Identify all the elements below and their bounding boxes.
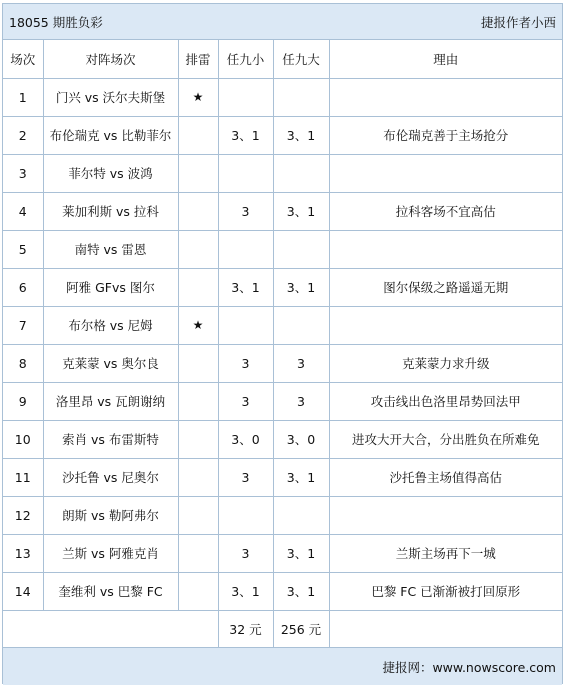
mine-mark: ★ <box>178 78 218 116</box>
match-no: 5 <box>3 230 43 268</box>
pick-big <box>273 306 329 344</box>
pick-big: 3 <box>273 344 329 382</box>
pick-small <box>218 78 273 116</box>
mine-mark: ★ <box>178 306 218 344</box>
pick-big <box>273 230 329 268</box>
total-big: 256 元 <box>273 610 329 647</box>
reason-text <box>329 78 562 116</box>
reason-text: 巴黎 FC 已渐渐被打回原形 <box>329 572 562 610</box>
pick-small: 3 <box>218 382 273 420</box>
reason-text: 图尔保级之路遥遥无期 <box>329 268 562 306</box>
totals-spacer <box>3 610 218 647</box>
pick-big: 3、0 <box>273 420 329 458</box>
reason-text: 布伦瑞克善于主场抢分 <box>329 116 562 154</box>
mine-mark <box>178 154 218 192</box>
totals-blank <box>329 610 562 647</box>
mine-mark <box>178 572 218 610</box>
total-small: 32 元 <box>218 610 273 647</box>
table-row <box>3 78 562 116</box>
match-name: 南特 vs 雷恩 <box>43 230 178 268</box>
match-name: 莱加利斯 vs 拉科 <box>43 192 178 230</box>
table-row <box>3 496 562 534</box>
col-header-small: 任九小 <box>218 40 273 78</box>
reason-text <box>329 230 562 268</box>
pick-small: 3 <box>218 534 273 572</box>
match-name: 奎维利 vs 巴黎 FC <box>43 572 178 610</box>
mine-mark <box>178 382 218 420</box>
reason-text <box>329 496 562 534</box>
pick-small: 3 <box>218 344 273 382</box>
match-no: 2 <box>3 116 43 154</box>
reason-text: 攻击线出色洛里昂势回法甲 <box>329 382 562 420</box>
pick-small <box>218 496 273 534</box>
match-name: 兰斯 vs 阿雅克肖 <box>43 534 178 572</box>
match-no: 10 <box>3 420 43 458</box>
table-row <box>3 306 562 344</box>
table-row <box>3 192 562 230</box>
match-no: 6 <box>3 268 43 306</box>
match-no: 13 <box>3 534 43 572</box>
mine-mark <box>178 230 218 268</box>
table-row <box>3 382 562 420</box>
table-body <box>3 78 562 647</box>
pick-big: 3、1 <box>273 572 329 610</box>
source-label: 捷报网：www.nowscore.com <box>382 659 556 675</box>
table-row <box>3 116 562 154</box>
match-name: 菲尔特 vs 波鸿 <box>43 154 178 192</box>
pick-big <box>273 496 329 534</box>
reason-text <box>329 306 562 344</box>
match-no: 12 <box>3 496 43 534</box>
reason-text: 沙托鲁主场值得高估 <box>329 458 562 496</box>
reason-text: 进攻大开大合，分出胜负在所难免 <box>329 420 562 458</box>
author-label: 捷报作者小西 <box>480 14 556 30</box>
match-no: 1 <box>3 78 43 116</box>
pick-small <box>218 230 273 268</box>
col-header-reason: 理由 <box>329 40 562 78</box>
match-name: 洛里昂 vs 瓦朗谢纳 <box>43 382 178 420</box>
reason-text: 兰斯主场再下一城 <box>329 534 562 572</box>
table-row <box>3 420 562 458</box>
match-name: 克莱蒙 vs 奥尔良 <box>43 344 178 382</box>
mine-mark <box>178 496 218 534</box>
table-row <box>3 458 562 496</box>
header-row <box>3 40 562 78</box>
reason-text: 克莱蒙力求升级 <box>329 344 562 382</box>
match-no: 9 <box>3 382 43 420</box>
table-row <box>3 344 562 382</box>
pick-small: 3 <box>218 192 273 230</box>
mine-mark <box>178 344 218 382</box>
match-name: 索肖 vs 布雷斯特 <box>43 420 178 458</box>
match-no: 7 <box>3 306 43 344</box>
pick-big: 3、1 <box>273 268 329 306</box>
pick-big: 3、1 <box>273 458 329 496</box>
col-header-no: 场次 <box>3 40 43 78</box>
totals-row <box>3 610 562 647</box>
pick-small <box>218 154 273 192</box>
pick-small: 3、1 <box>218 572 273 610</box>
match-no: 3 <box>3 154 43 192</box>
pick-big: 3 <box>273 382 329 420</box>
pick-big: 3、1 <box>273 116 329 154</box>
mine-mark <box>178 458 218 496</box>
pick-small: 3、1 <box>218 116 273 154</box>
pick-small <box>218 306 273 344</box>
pick-small: 3 <box>218 458 273 496</box>
reason-text: 拉科客场不宜高估 <box>329 192 562 230</box>
mine-mark <box>178 116 218 154</box>
match-name: 布伦瑞克 vs 比勒菲尔 <box>43 116 178 154</box>
title-bar <box>3 4 562 40</box>
picks-table <box>3 40 562 647</box>
table-row <box>3 230 562 268</box>
issue-title: 18055 期胜负彩 <box>9 14 103 30</box>
table-row <box>3 534 562 572</box>
pick-big <box>273 154 329 192</box>
pick-small: 3、1 <box>218 268 273 306</box>
match-no: 14 <box>3 572 43 610</box>
match-no: 4 <box>3 192 43 230</box>
mine-mark <box>178 268 218 306</box>
match-no: 8 <box>3 344 43 382</box>
match-name: 阿雅 GFvs 图尔 <box>43 268 178 306</box>
mine-mark <box>178 534 218 572</box>
pick-big: 3、1 <box>273 534 329 572</box>
col-header-match: 对阵场次 <box>43 40 178 78</box>
match-name: 沙托鲁 vs 尼奥尔 <box>43 458 178 496</box>
pick-big: 3、1 <box>273 192 329 230</box>
match-name: 布尔格 vs 尼姆 <box>43 306 178 344</box>
match-name: 门兴 vs 沃尔夫斯堡 <box>43 78 178 116</box>
table-row <box>3 268 562 306</box>
footer-bar <box>3 647 562 685</box>
col-header-big: 任九大 <box>273 40 329 78</box>
match-no: 11 <box>3 458 43 496</box>
table-row <box>3 572 562 610</box>
col-header-mine: 排雷 <box>178 40 218 78</box>
table-row <box>3 154 562 192</box>
match-name: 朗斯 vs 勒阿弗尔 <box>43 496 178 534</box>
mine-mark <box>178 192 218 230</box>
betting-sheet <box>2 3 563 684</box>
mine-mark <box>178 420 218 458</box>
reason-text <box>329 154 562 192</box>
pick-big <box>273 78 329 116</box>
pick-small: 3、0 <box>218 420 273 458</box>
